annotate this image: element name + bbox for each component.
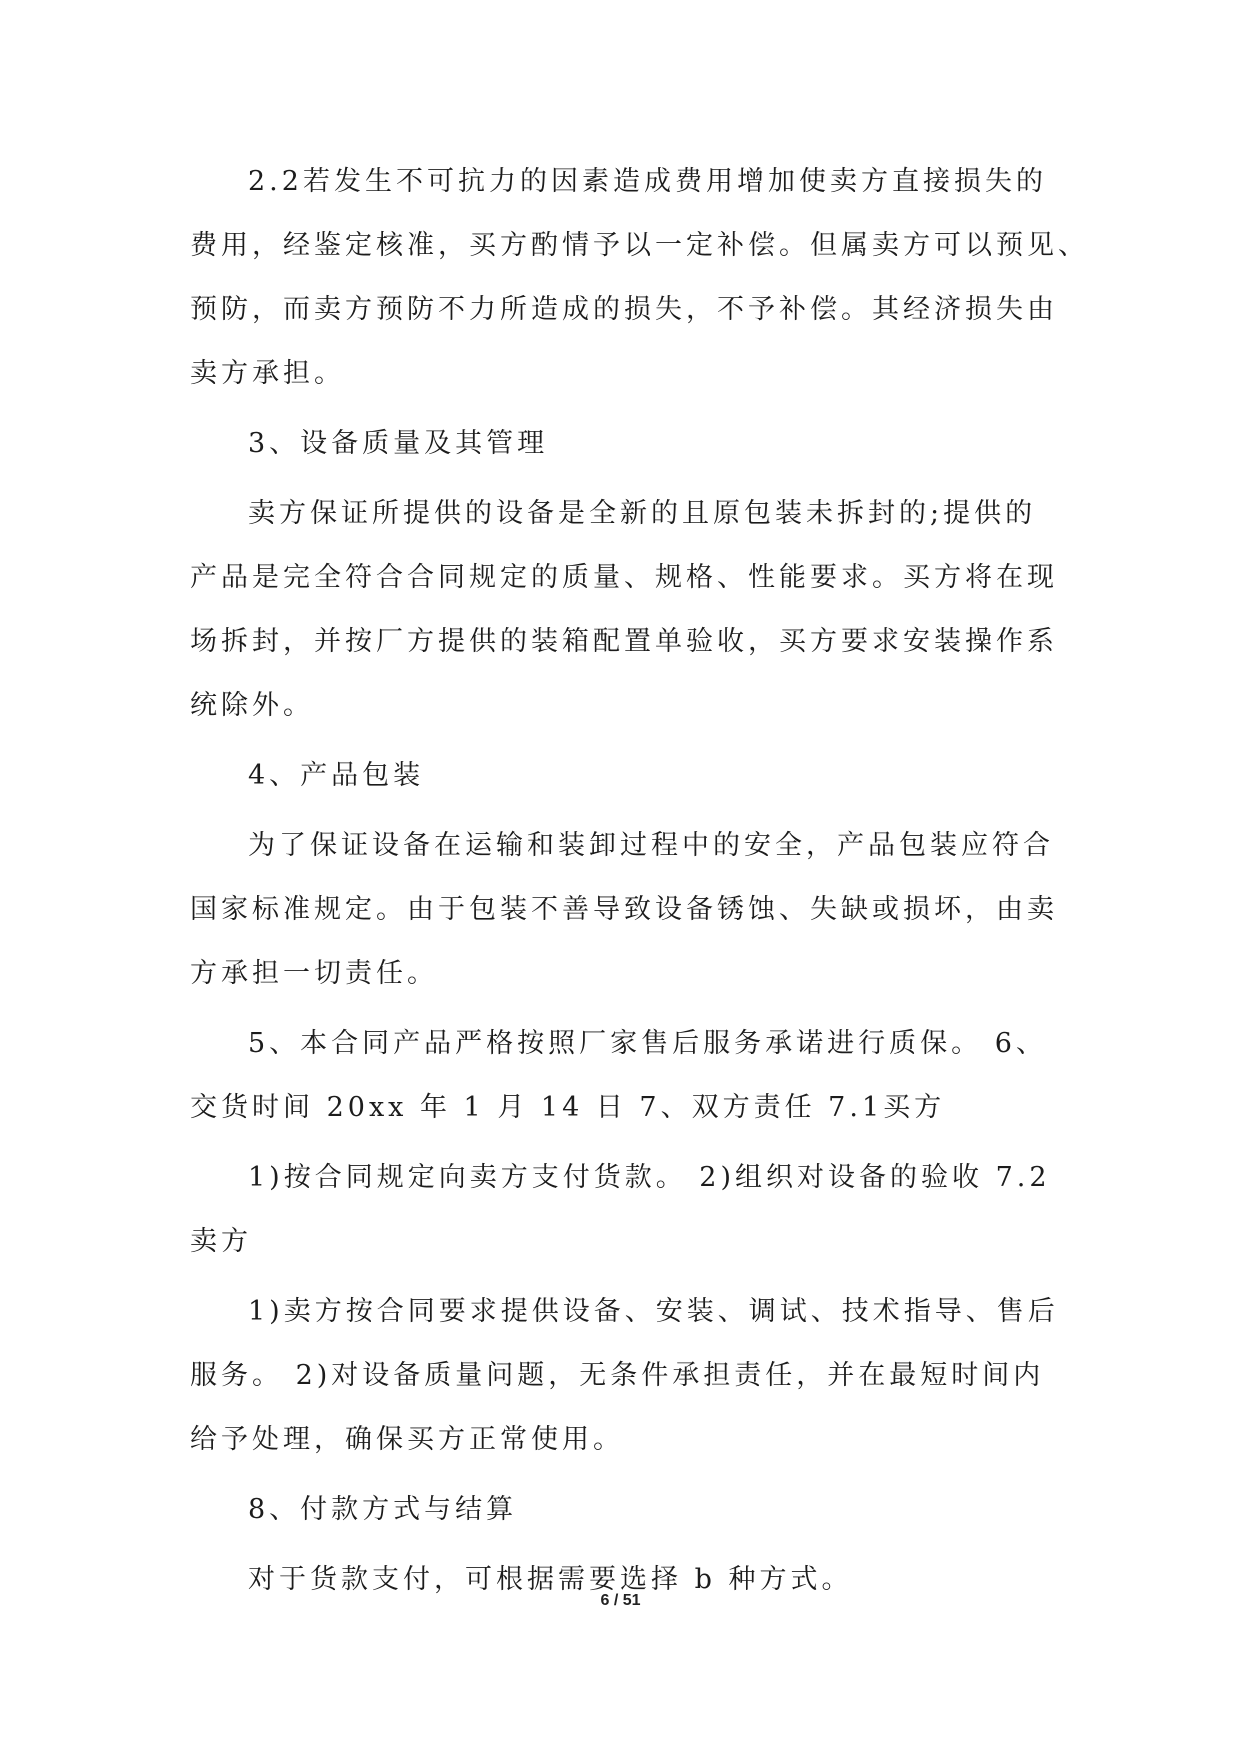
text-line: 卖方 xyxy=(190,1226,252,1257)
page-number: 6 / 51 xyxy=(600,1592,641,1609)
text-line: 1)按合同规定向卖方支付货款。 2)组织对设备的验收 7.2 xyxy=(248,1162,1051,1193)
section-heading xyxy=(190,744,1090,808)
paragraph-seller-duties xyxy=(190,1280,1090,1472)
paragraph-buyer-duties xyxy=(190,1146,1090,1274)
section-heading xyxy=(190,1478,1090,1542)
text-line: 交货时间 20xx 年 1 月 14 日 7、双方责任 7.1买方 xyxy=(190,1092,946,1123)
heading-equipment-quality: 3、设备质量及其管理 xyxy=(248,428,549,459)
text-line: 国家标准规定。由于包装不善导致设备锈蚀、失缺或损坏，由卖 xyxy=(190,894,1058,925)
text-line: 给予处理，确保买方正常使用。 xyxy=(190,1424,624,1455)
text-line: 对于货款支付，可根据需要选择 b 种方式。 xyxy=(248,1564,853,1595)
paragraph-compensation xyxy=(190,150,1090,406)
text-line: 方承担一切责任。 xyxy=(190,958,438,989)
heading-payment: 8、付款方式与结算 xyxy=(248,1494,518,1525)
paragraph-warranty-delivery xyxy=(190,1012,1090,1140)
text-line: 产品是完全符合合同规定的质量、规格、性能要求。买方将在现 xyxy=(190,562,1058,593)
section-heading xyxy=(190,412,1090,476)
heading-packaging: 4、产品包装 xyxy=(248,760,425,791)
text-line: 统除外。 xyxy=(190,690,314,721)
text-line: 服务。 2)对设备质量问题，无条件承担责任，并在最短时间内 xyxy=(190,1360,1045,1391)
text-line: 费用，经鉴定核准，买方酌情予以一定补偿。但属卖方可以预见、 xyxy=(190,230,1089,261)
paragraph-packaging xyxy=(190,814,1090,1006)
text-line: 场拆封，并按厂方提供的装箱配置单验收，买方要求安装操作系 xyxy=(190,626,1058,657)
document-body xyxy=(190,150,1090,1618)
text-line: 1)卖方按合同要求提供设备、安装、调试、技术指导、售后 xyxy=(248,1296,1059,1327)
text-line: 卖方保证所提供的设备是全新的且原包装未拆封的;提供的 xyxy=(248,498,1037,529)
text-line: 卖方承担。 xyxy=(190,358,345,389)
paragraph-quality xyxy=(190,482,1090,738)
text-line: 2.2若发生不可抗力的因素造成费用增加使卖方直接损失的 xyxy=(248,166,1047,197)
text-line: 5、本合同产品严格按照厂家售后服务承诺进行质保。 6、 xyxy=(248,1028,1047,1059)
text-line: 为了保证设备在运输和装卸过程中的安全，产品包装应符合 xyxy=(248,830,1054,861)
text-line: 预防，而卖方预防不力所造成的损失，不予补偿。其经济损失由 xyxy=(190,294,1058,325)
